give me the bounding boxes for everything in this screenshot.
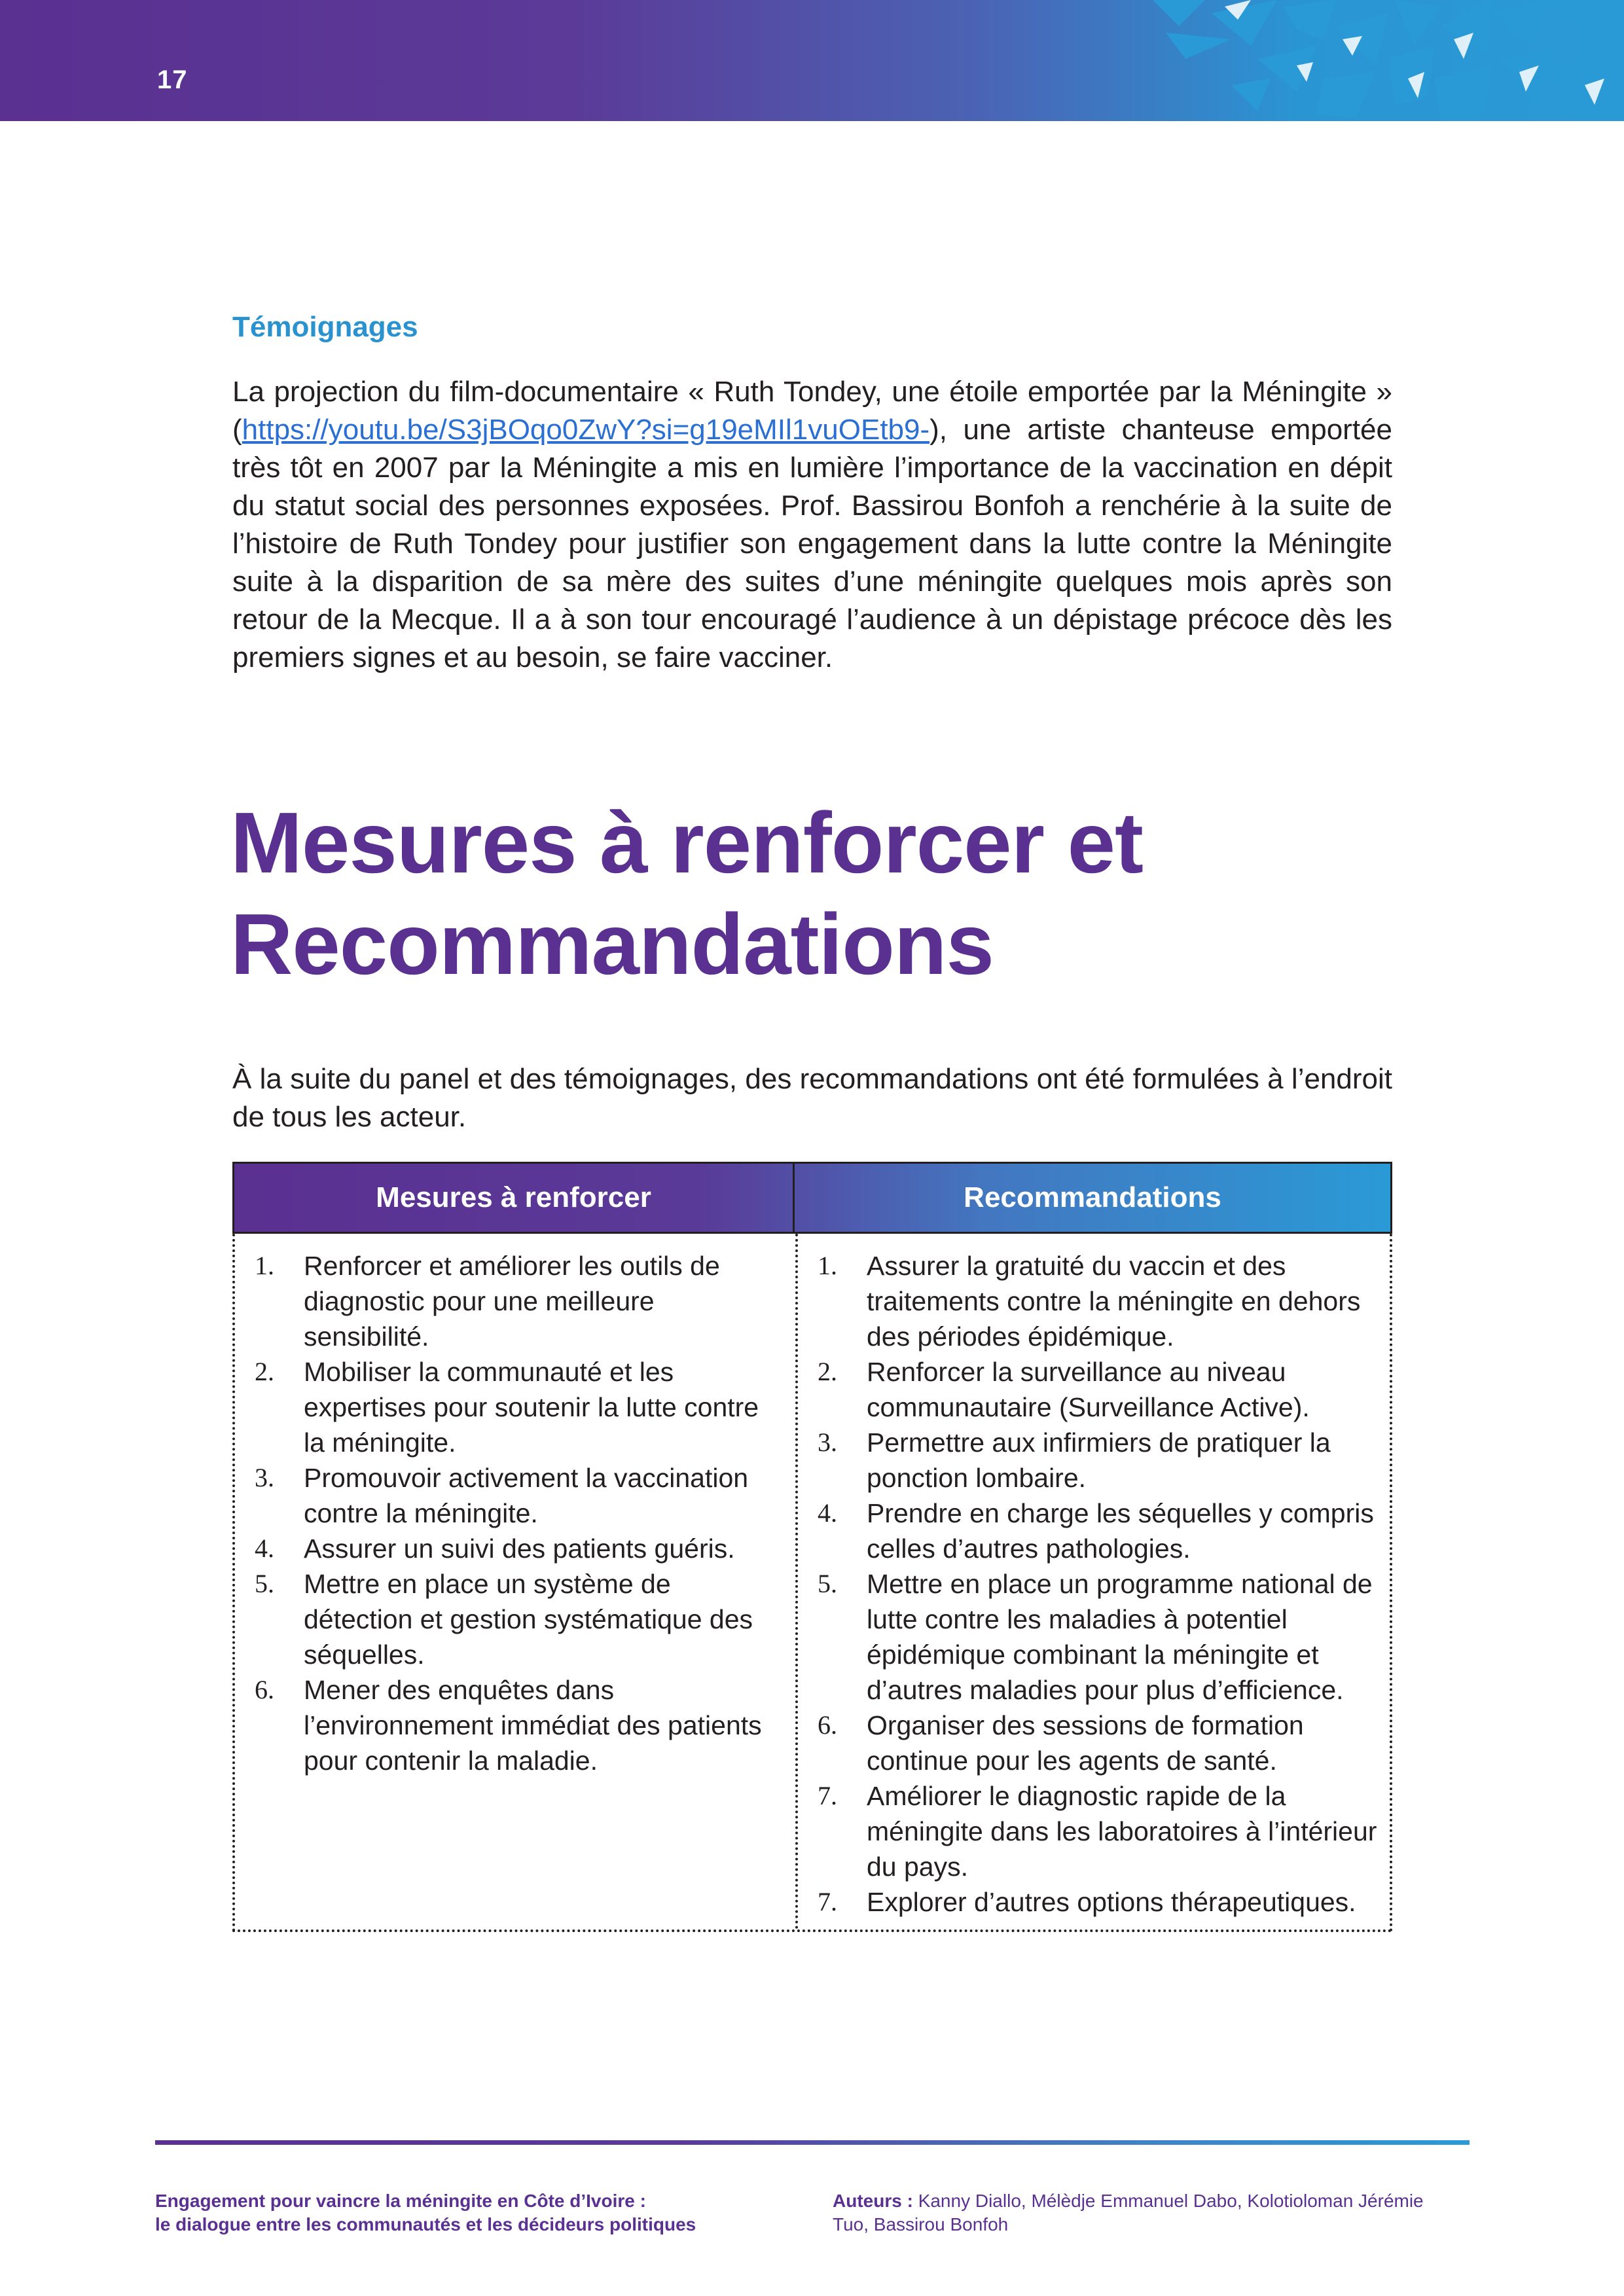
- recommendations-list-item: [818, 1778, 1380, 1884]
- list-item-text: Mettre en place un système de détection et gestion systématique des séquelles.: [304, 1569, 753, 1670]
- list-item-number: 3.: [818, 1427, 837, 1457]
- testimonials-text-end: ), une artiste chanteuse emportée très tôt en 2007 par la Méningite a mis en lumière l’importance de la vaccination en dépit du statut social des personnes exposées. Prof. Bassirou Bonfoh a renchérie à la suite de l’histoire de Ruth Tondey pour justifier son engagement dans la lutte contre la Méningite suite à la disparition de sa mère des suites d’une méningite quelques mois après son retour de la Mecque. Il a à son tour encouragé l’audience à un dépistage précoce dès les premiers signes et au besoin, se faire vacciner.: [232, 414, 1392, 673]
- measures-list-item: [255, 1354, 778, 1460]
- recommendations-list-item: [818, 1708, 1380, 1778]
- list-item-number: 5.: [818, 1569, 837, 1598]
- footer-title-line-1: Engagement pour vaincre la méningite en Côte d’Ivoire :: [155, 2191, 646, 2211]
- list-item-number: 1.: [255, 1251, 274, 1280]
- list-item-number: 6.: [255, 1675, 274, 1704]
- list-item-number: 2.: [255, 1357, 274, 1386]
- table-header-row: [232, 1162, 1392, 1234]
- measures-list-item: [255, 1248, 778, 1354]
- footer-authors-label: Auteurs :: [833, 2191, 913, 2211]
- column-divider: [795, 1234, 798, 1929]
- list-item-number: 7.: [818, 1781, 837, 1810]
- section-title: [230, 792, 1409, 995]
- measures-list: [255, 1248, 778, 1778]
- list-item-text: Renforcer la surveillance au niveau communautaire (Surveillance Active).: [867, 1357, 1310, 1422]
- list-item-text: Mobiliser la communauté et les expertises pour soutenir la lutte contre la méningite.: [304, 1357, 759, 1458]
- measures-list-item: [255, 1672, 778, 1778]
- footer-divider: [155, 2140, 1470, 2145]
- recommendations-list-item: [818, 1248, 1380, 1354]
- list-item-number: 7.: [818, 1887, 837, 1916]
- testimonials-text-start: La projection du film-documentaire « Ruth Tondey, une étoile emportée par la Méningite » (: [232, 376, 1392, 446]
- footer-authors-names: Kanny Diallo, Mélèdje Emmanuel Dabo, Kolotioloman Jérémie Tuo, Bassirou Bonfoh: [833, 2191, 1424, 2234]
- section-title-line-2: Recommandations: [230, 896, 994, 992]
- list-item-text: Prendre en charge les séquelles y compris celles d’autres pathologies.: [867, 1498, 1374, 1564]
- header-band: [0, 0, 1624, 121]
- table-header-recommendations: Recommandations: [964, 1181, 1221, 1213]
- page-number: 17: [157, 65, 188, 94]
- list-item-number: 4.: [255, 1534, 274, 1563]
- table-header-measures: Mesures à renforcer: [234, 1164, 795, 1232]
- measures-list-item: [255, 1566, 778, 1672]
- footer-authors: [833, 2189, 1461, 2236]
- list-item-text: Promouvoir activement la vaccination contre la méningite.: [304, 1463, 749, 1528]
- testimonials-heading: Témoignages: [232, 311, 418, 343]
- list-item-text: Organiser des sessions de formation continue pour les agents de santé.: [867, 1710, 1304, 1776]
- list-item-text: Explorer d’autres options thérapeutiques.: [867, 1887, 1356, 1917]
- testimonials-paragraph: [232, 373, 1392, 677]
- list-item-text: Améliorer le diagnostic rapide de la méningite dans les laboratoires à l’intérieur du pays.: [867, 1781, 1377, 1882]
- list-item-number: 3.: [255, 1463, 274, 1492]
- list-item-number: 6.: [818, 1710, 837, 1740]
- recommendations-list-item: [818, 1566, 1380, 1708]
- list-item-text: Permettre aux infirmiers de pratiquer la ponction lombaire.: [867, 1427, 1331, 1493]
- table-body: [232, 1234, 1392, 1932]
- recommendations-list-item: [818, 1354, 1380, 1425]
- footer-document-title: [155, 2189, 810, 2236]
- decorative-shards-graphic: [1127, 0, 1624, 121]
- list-item-number: 1.: [818, 1251, 837, 1280]
- recommendations-list: [818, 1248, 1380, 1920]
- recommendations-list-item: [818, 1425, 1380, 1496]
- measures-list-item: [255, 1531, 778, 1566]
- list-item-text: Mettre en place un programme national de lutte contre les maladies à potentiel épidémique combinant la méningite et d’autres maladies pour plus d’efficience.: [867, 1569, 1373, 1705]
- documentary-link[interactable]: https://youtu.be/S3jBOqo0ZwY?si=g19eMIl1vuOEtb9-: [242, 414, 930, 446]
- list-item-text: Assurer la gratuité du vaccin et des traitements contre la méningite en dehors des périodes épidémique.: [867, 1251, 1361, 1352]
- section-intro: À la suite du panel et des témoignages, des recommandations ont été formulées à l’endroit de tous les acteur.: [232, 1063, 1392, 1133]
- measures-recommendations-table: [232, 1162, 1392, 1932]
- list-item-text: Assurer un suivi des patients guéris.: [304, 1534, 735, 1564]
- list-item-text: Renforcer et améliorer les outils de diagnostic pour une meilleure sensibilité.: [304, 1251, 720, 1352]
- recommendations-list-item: [818, 1884, 1380, 1920]
- recommendations-list-item: [818, 1496, 1380, 1566]
- footer-title-line-2: le dialogue entre les communautés et les décideurs politiques: [155, 2214, 696, 2234]
- measures-list-item: [255, 1460, 778, 1531]
- list-item-number: 4.: [818, 1498, 837, 1528]
- list-item-number: 5.: [255, 1569, 274, 1598]
- list-item-number: 2.: [818, 1357, 837, 1386]
- list-item-text: Mener des enquêtes dans l’environnement immédiat des patients pour contenir la maladie.: [304, 1675, 762, 1776]
- section-title-line-1: Mesures à renforcer et: [230, 795, 1143, 891]
